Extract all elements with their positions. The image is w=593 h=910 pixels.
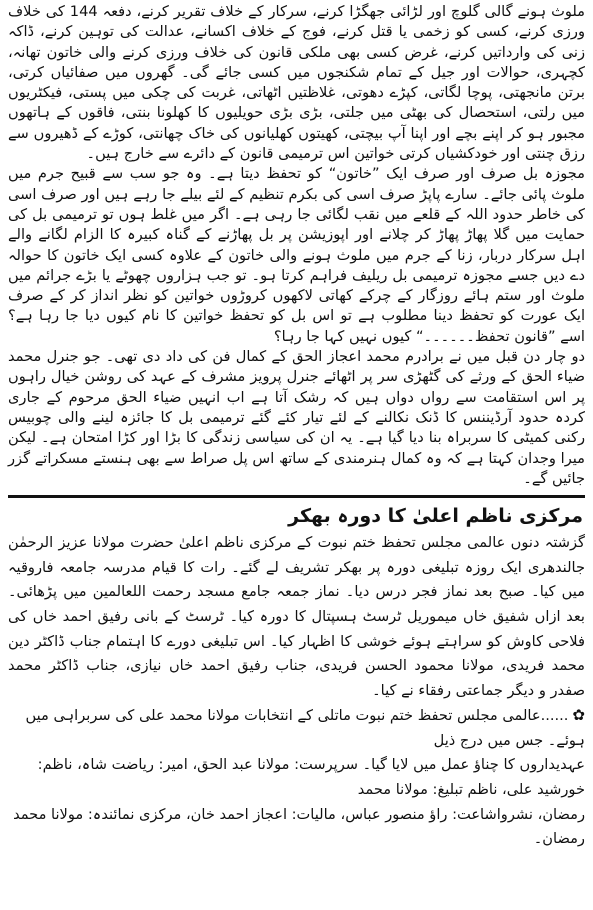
bullet-text-1: عالمی مجلس تحفظ ختم نبوت ماتلی کے انتخابات مولانا محمد علی کی سربراہی میں ہوئے۔ جس میں درج ذیل [25,707,585,749]
paragraph-3: دو چار دن قبل میں نے برادرم محمد اعجاز الحق کے کمال فن کی داد دی تھی۔ جو جنرل محمد ضیاء الحق کے ورثے کی گٹھڑی سر پر اٹھائے جنرل پرویز مشرف کے عہد کی روشن خیال راہوں پر اس استقامت سے رواں دواں ہیں کہ رشک آتا ہے اب انہیں ضیاء الحق مرحوم کے جاری کردہ حدود آرڈیننس کا ڈنک نکالنے کے لئے تیار کئے گئے ترمیمی بل کا جائزہ لینے والی چوبیس رکنی کمیٹی کا سربراہ بنا دیا گیا ہے۔ یہ ان کی سیاسی زندگی کا بڑا اور کڑا امتحان ہے۔ لیکن میرا وجدان کہتا ہے کہ وہ کمال ہنرمندی کے ساتھ اس پل صراط سے بھی ہنستے مسکراتے گزر جائیں گے۔ [8,348,585,487]
bullet-line-2 [8,753,585,802]
heading-text: مرکزی ناظم اعلیٰ کا دورہ بھکر [288,505,583,528]
section-heading [8,501,585,531]
article-body [8,2,585,489]
paragraph-2: مجوزہ بل صرف اور صرف ایک ”خاتون“ کو تحفظ دیتا ہے۔ وہ جو سب سے قبیح جرم میں ملوث پائی جائے۔ سارے پاپڑ صرف اسی کی بکرم تنظیم کے لئے بیلے جا رہے ہیں اور صرف اسی کی خاطر حدود اللہ کے قلعے میں نقب لگائی جا رہی ہے۔ اگر میں غلط ہوں تو ترمیمی بل کی حمایت میں گلا پھاڑ پھاڑ کر چلانے اور اپوزیشن پر بل پھاڑنے کے گناہ کبیرہ کا الزام لگانے والے اہل سرکار دربار، زنا کے جرم میں ملوث ہونے والی خاتون کے علاوہ کسی ایک خاتون کا حوالہ دے دیں جسے مجوزہ ترمیمی بل ریلیف فراہم کرتا ہو۔ تو جب ہزاروں چھوٹے یا بڑے جرائم میں ملوث اور ستم ہائے روزگار کے چرکے کھاتی لاکھوں کروڑوں خواتین کو نظر انداز کر کے صرف ایک عورت کو تحفظ دینا مطلوب ہے تو اس بل کو تحفظ خواتین کا نام کیوں دیا جا رہا ہے؟ اسے ”قانون تحفظ۔۔۔۔۔۔“ کیوں نہیں کہا جا رہا؟ [8,165,585,345]
news-body [8,531,585,852]
flower-bullet-icon: ✿ [572,706,585,725]
bullet-text-2: عہدیداروں کا چناؤ عمل میں لایا گیا۔ سرپرست: مولانا عبد الحق، امیر: ریاضت شاہ، ناظم: خورشید علی، ناظم تبلیغ: مولانا محمد [37,756,585,799]
section-divider [8,495,585,498]
bullet-line-1 [8,703,585,753]
bullet-dots: ...... [540,707,569,725]
bullet-text-3: رمضان، نشرواشاعت: راؤ منصور عباس، مالیات: اعجاز احمد خان، مرکزی نمائندہ: مولانا محمد رمضان۔ [13,805,585,848]
paragraph-1: ملوث ہونے گالی گلوچ اور لڑائی جھگڑا کرنے، سرکار کے خلاف تقریر کرنے، دفعہ 144 کی خلاف ورزی کرنے، کسی کو زخمی یا قتل کرنے، فوج کے خلاف اکسانے، عدالت کی توہین کرنے، ڈاکہ زنی کی وارداتیں کرنے، غرض کسی بھی ملکی قانون کی خلاف ورزی کرنے والی خاتون تھانہ، کچہری، حوالات اور جیل کے تمام شکنجوں میں کسی جائے گی۔ گھروں میں صفائیاں کرتی، برتن مانجھتی، پوچا لگاتی، کپڑے دھوتی، غلاظتیں اٹھاتی، غربت کی چکی میں پستی، فیکٹریوں میں رلتی، استحصال کی بھٹی میں جلتی، بڑی بڑی حویلیوں کا کھلونا بنتی، فاقوں کے ہاتھوں مجبور ہو کر اپنے بچے اور اپنا آپ بیچتی، کھیتوں کھلیانوں کی خاک چھانتی، کوڑے کے ڈھیروں سے رزق چنتی اور خودکشیاں کرتی خواتین اس ترمیمی قانون کے دائرے سے خارج ہیں۔ [8,3,586,163]
news-paragraph: گزشتہ دنوں عالمی مجلس تحفظ ختم نبوت کے مرکزی ناظم اعلیٰ حضرت مولانا عزیز الرحمٰن جالندھری ایک روزہ تبلیغی دورہ پر بھکر تشریف لے گئے۔ رات کا قیام مدرسہ جامعہ فاروقیہ میں کیا۔ صبح بعد نماز فجر درس دیا۔ نماز جمعہ جامع مسجد رحمت اللعالمین میں پڑھائی۔ بعد ازاں شفیق خاں میموریل ٹرسٹ ہسپتال کا دورہ کیا۔ ٹرسٹ کے بانی رفیق احمد خاں کی فلاحی کاوش کو سراہتے ہوئے خوشی کا اظہار کیا۔ اس تبلیغی دورے کا اہتمام جناب ڈاکٹر دین محمد فریدی، مولانا محمود الحسن فریدی، جناب رفیق احمد خاں نیازی، جناب ڈاکٹر محمد صفدر و دیگر جماعتی رفقاء نے کیا۔ [8,534,585,699]
bullet-line-3 [8,803,585,852]
